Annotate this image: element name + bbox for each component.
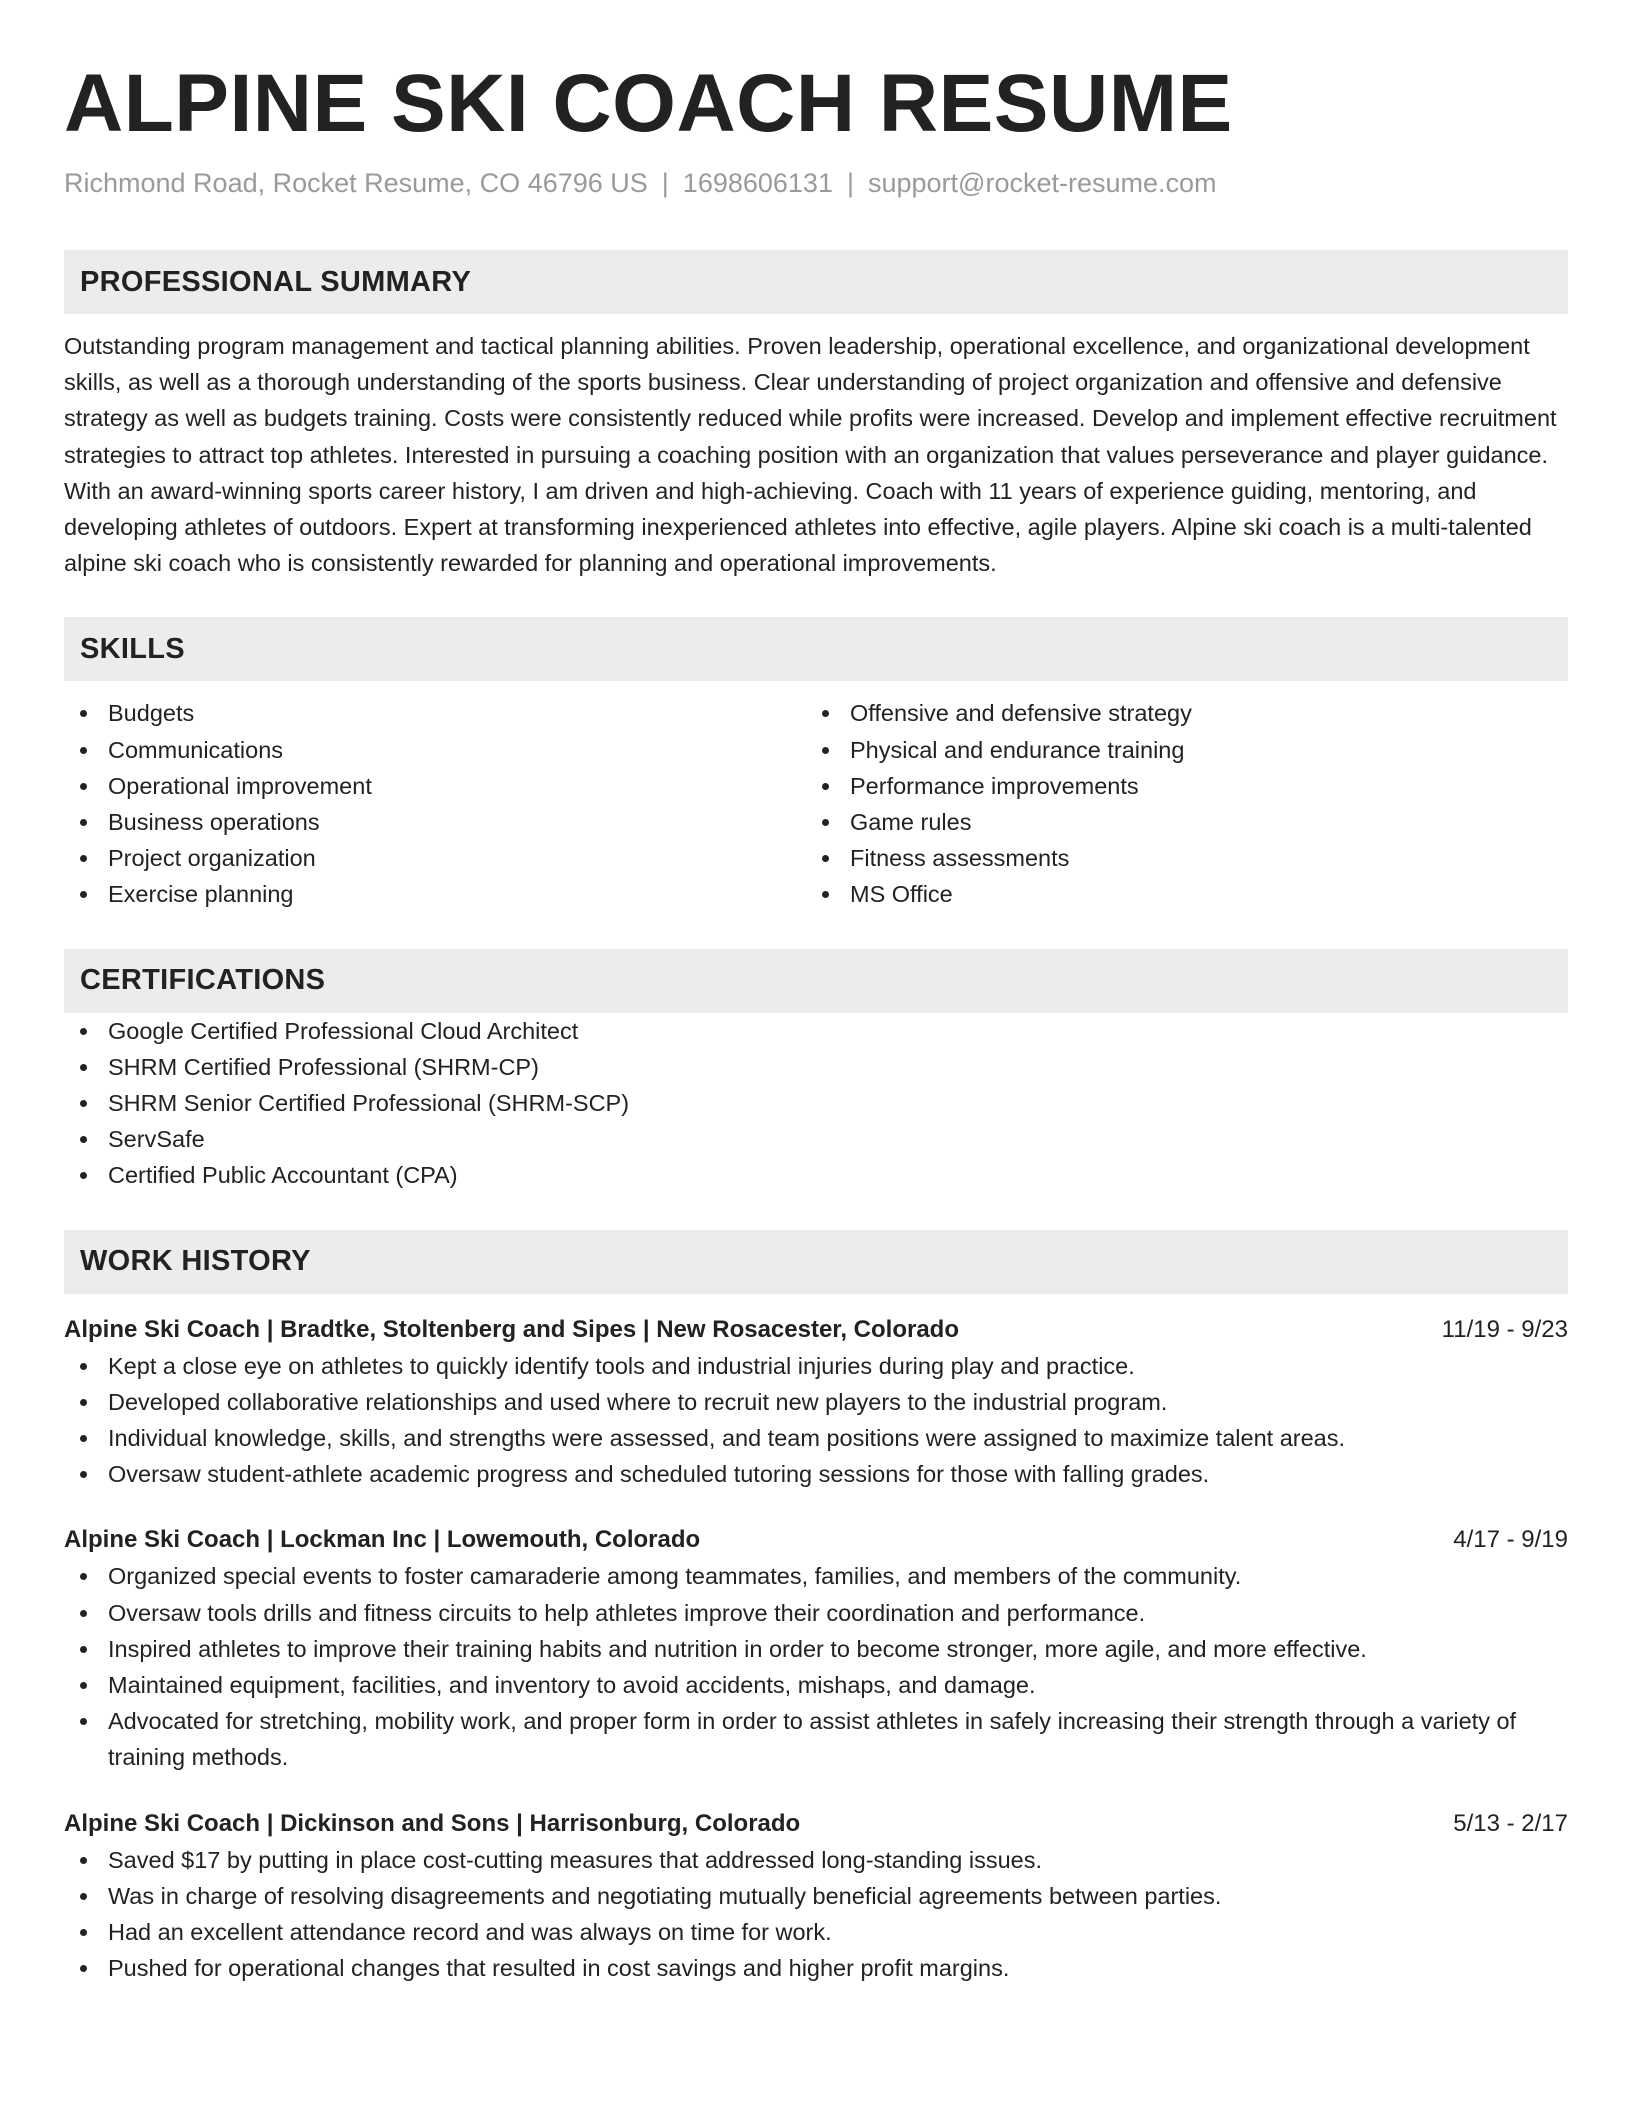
job-bullet: Organized special events to foster camaraderie among teammates, families, and members of the community. [64,1558,1568,1594]
job-bullet: Oversaw student-athlete academic progress and scheduled tutoring sessions for those with falling grades. [64,1456,1568,1492]
skill-item: Operational improvement [64,768,806,804]
contact-separator: | [846,168,854,198]
job-bullet: Was in charge of resolving disagreements and negotiating mutually beneficial agreements between parties. [64,1878,1568,1914]
skill-item: Game rules [806,804,1548,840]
skills-column-right [806,695,1548,912]
skills-column-left [64,695,806,912]
certifications-list [64,1013,1568,1194]
resume-page [64,0,1568,1987]
job-header [64,1522,1568,1558]
job-bullet: Kept a close eye on athletes to quickly identify tools and industrial injuries during play and practice. [64,1348,1568,1384]
skill-item: Physical and endurance training [806,732,1548,768]
contact-line [64,164,1568,202]
contact-phone: 1698606131 [682,168,833,198]
work-history-list [64,1312,1568,1987]
certification-item: SHRM Senior Certified Professional (SHRM-SCP) [64,1085,1568,1121]
skills-list-right [806,695,1548,912]
summary-text: Outstanding program management and tactical planning abilities. Proven leadership, operational excellence, and organizational development skills, as well as a thorough understanding of the sports business. Clear understanding of project organization and offensive and defensive strategy as well as budgets training. Costs were consistently reduced while profits were increased. Develop and implement effective recruitment strategies to attract top athletes. Interested in pursuing a coaching position with an organization that values perseverance and player guidance. With an award-winning sports career history, I am driven and high-achieving. Coach with 11 years of experience guiding, mentoring, and developing athletes of outdoors. Expert at transforming inexperienced athletes into effective, agile players. Alpine ski coach is a multi-talented alpine ski coach who is consistently rewarded for planning and operational improvements. [64,333,1557,577]
contact-separator: | [661,168,669,198]
certifications-heading: CERTIFICATIONS [64,949,1568,1013]
job-bullet: Individual knowledge, skills, and strengths were assessed, and team positions were assigned to maximize talent areas. [64,1420,1568,1456]
skill-item: Project organization [64,840,806,876]
job-bullet-list [64,1348,1568,1493]
certification-item: Google Certified Professional Cloud Architect [64,1013,1568,1049]
job-title: Alpine Ski Coach | Bradtke, Stoltenberg and Sipes | New Rosacester, Colorado [64,1315,959,1343]
job-dates: 11/19 - 9/23 [1441,1315,1568,1343]
job-header [64,1312,1568,1348]
job-entry [64,1522,1568,1775]
job-bullet-list [64,1842,1568,1987]
skills-list-left [64,695,806,912]
job-entry [64,1312,1568,1493]
job-bullet: Inspired athletes to improve their training habits and nutrition in order to become stronger, more agile, and more effective. [64,1631,1568,1667]
job-dates: 5/13 - 2/17 [1453,1809,1568,1837]
skill-item: Fitness assessments [806,840,1548,876]
job-bullet: Had an excellent attendance record and was always on time for work. [64,1914,1568,1950]
job-dates: 4/17 - 9/19 [1453,1526,1568,1554]
skill-item: Offensive and defensive strategy [806,695,1548,731]
job-bullet: Oversaw tools drills and fitness circuits to help athletes improve their coordination and performance. [64,1595,1568,1631]
resume-title: ALPINE SKI COACH RESUME [64,58,1233,149]
job-bullet: Pushed for operational changes that resulted in cost savings and higher profit margins. [64,1950,1568,1986]
skill-item: Business operations [64,804,806,840]
work-history-heading: WORK HISTORY [64,1230,1568,1294]
skill-item: Communications [64,732,806,768]
skills-grid [64,695,1568,912]
job-bullet-list [64,1558,1568,1775]
job-title: Alpine Ski Coach | Lockman Inc | Lowemouth, Colorado [64,1526,701,1554]
job-entry [64,1806,1568,1987]
certification-item: Certified Public Accountant (CPA) [64,1157,1568,1193]
job-bullet: Advocated for stretching, mobility work, and proper form in order to assist athletes in safely increasing their strength through a variety of training methods. [64,1703,1568,1775]
certification-item: SHRM Certified Professional (SHRM-CP) [64,1049,1568,1085]
job-title: Alpine Ski Coach | Dickinson and Sons | Harrisonburg, Colorado [64,1809,801,1837]
job-header [64,1806,1568,1842]
summary-heading: PROFESSIONAL SUMMARY [64,250,1568,314]
job-bullet: Saved $17 by putting in place cost-cutting measures that addressed long-standing issues. [64,1842,1568,1878]
skill-item: Performance improvements [806,768,1548,804]
skill-item: Exercise planning [64,876,806,912]
skill-item: MS Office [806,876,1548,912]
skills-heading: SKILLS [64,617,1568,681]
job-bullet: Developed collaborative relationships and used where to recruit new players to the industrial program. [64,1384,1568,1420]
skill-item: Budgets [64,695,806,731]
job-bullet: Maintained equipment, facilities, and inventory to avoid accidents, mishaps, and damage. [64,1667,1568,1703]
contact-email: support@rocket-resume.com [867,168,1217,198]
certification-item: ServSafe [64,1121,1568,1157]
contact-address: Richmond Road, Rocket Resume, CO 46796 US [64,168,648,198]
